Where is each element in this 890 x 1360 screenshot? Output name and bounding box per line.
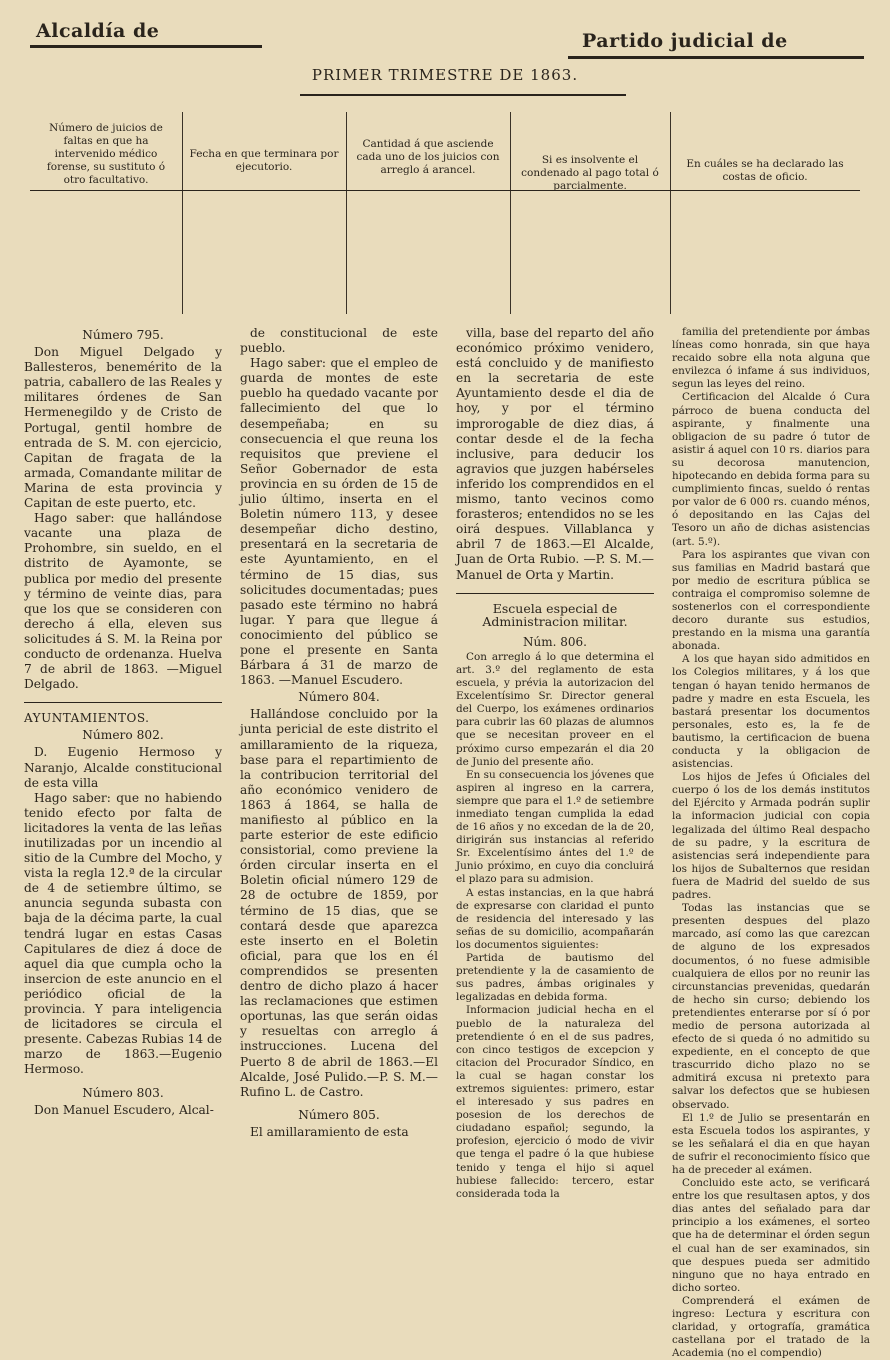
column-2 — [240, 326, 438, 1266]
paragraph: D. Eugenio Hermoso y Naranjo, Alcalde constitucional de esta villa — [24, 745, 222, 790]
column-header-cantidad: Cantidad á que asciende cada uno de los juicios con arreglo á arancel. — [356, 138, 500, 176]
trimester-title: PRIMER TRIMESTRE DE 1863. — [311, 66, 579, 84]
right-header-rule — [568, 56, 864, 59]
notice-number: Número 804. — [298, 690, 380, 705]
section-rule — [456, 593, 654, 594]
column-1 — [24, 326, 222, 1266]
table-header-rule — [30, 190, 860, 191]
column-header-costas: En cuáles se ha declarado las costas de oficio. — [686, 158, 844, 183]
paragraph: Para los aspirantes que vivan con sus familias en Madrid bastará que por medio de escritura pública se contraiga el compromiso solemne de sostenerlos con el correspondiente decoro durante sus estudios, prestando en la misma una garantía abonada. — [672, 548, 870, 653]
paragraph: Partida de bautismo del pretendiente y la de casamiento de sus padres, ámbas originales y legalizadas en debida forma. — [456, 952, 654, 1004]
paragraph: A los que hayan sido admitidos en los Colegios militares, y á los que tengan ó hayan tenido hermanos de padre y madre en esta Escuela, les bastará presentar los documentos personales, esto es, la fe de bautismo, la certificacion de buena conducta y la obligacion de asistencias. — [672, 653, 870, 771]
notice-number: Número 805. — [298, 1107, 380, 1122]
paragraph: Informacion judicial hecha en el pueblo de la naturaleza del pretendiente ó en el de sus padres, con cinco testigos de excepcion y citacion del Procurador Síndico, en la cual se hagan constar los extremos siguientes: primero, estar el interesado y sus padres en posesion de los derechos de ciudadano español; segundo, la profesion, ejercicio ó modo de vivir que tenga el padre ó la que hubiese tenido y tenga el hijo si aquel hubiese fallecido: tercero, estar considerada toda la — [456, 1004, 654, 1200]
notice-number: Número 803. — [82, 1085, 164, 1100]
paragraph: Todas las instancias que se presenten despues del plazo marcado, así como las que carezcan de alguno de los expresados documentos, ó no fuese admisible cualquiera de ellos por no reunir las circunstancias prevenidas, quedarán de hecho sin curso; debiendo los pretendientes enterarse por sí ó por medio de persona autorizada al efecto de si queda ó no admitido su expediente, en el concepto de que trascurrido dicho plazo no se admitirá excusa ni pretexto para salvar los defectos que se hubiesen observado. — [672, 902, 870, 1111]
partido-judicial-heading: Partido judicial de — [582, 30, 788, 52]
title-rule — [300, 94, 626, 96]
paragraph: Hago saber: que no habiendo tenido efecto por falta de licitadores la venta de las leñas inutilizadas por un incendio al sitio de la Cumbre del Mocho, y vista la regla 12.ª de la circular de 4 de setiembre último, se anuncia segunda subasta con baja de la décima parte, la cual tendrá lugar en estas Casas Capitulares de diez á doce de aquel dia que cumpla ocho la insercion de este anuncio en el periódico oficial de la provincia. Y para inteligencia de licitadores se circula el presente. Cabezas Rubias 14 de marzo de 1863.—Eugenio Hermoso. — [24, 790, 222, 1077]
section-rule — [24, 702, 222, 703]
paragraph: Hago saber: que el empleo de guarda de montes de este pueblo ha quedado vacante por fallecimiento del que lo desempeñaba; en su consecuencia el que reuna los requisitos que previene el Señor Gobernador de esta provincia en su órden de 15 de julio último, inserta en el Boletin número 113, y desee desempeñar dicho destino, presentará en la secretaria de este Ayuntamiento, en el término de 15 dias, sus solicitudes documentadas; pues pasado este término no habrá lugar. Y para que llegue á conocimiento del público se pone el presente en Santa Bárbara á 31 de marzo de 1863. —Manuel Escudero. — [240, 356, 438, 688]
school-heading: Escuela especial de Administracion militar. — [482, 600, 628, 629]
paragraph: Hallándose concluido por la junta pericial de este distrito el amillaramiento de la riqueza, base para el repartimiento de la contribucion territorial del año económico venidero de 1863 á 1864, se halla de manifiesto al público en la parte esterior de este edificio consistorial, como previene la órden circular inserta en el Boletin oficial número 129 de 28 de octubre de 1859, por término de 15 dias, que se contará desde que aparezca este inserto en el Boletin oficial, para que los en él comprendidos se presenten dentro de dicho plazo á hacer las reclamaciones que estimen oportunas, las que serán oidas y resueltas con arreglo á instrucciones. Lucena del Puerto 8 de abril de 1863.—El Alcalde, José Pulido.—P. S. M.—Rufino L. de Castro. — [240, 707, 438, 1099]
paragraph: Hago saber: que hallándose vacante una plaza de Prohombre, sin sueldo, en el distrito de Ayamonte, se publica por medio del presente y término de veinte dias, para que los que se consideren con derecho á ella, eleven sus solicitudes á S. M. la Reina por conducto de ordenanza. Huelva 7 de abril de 1863. —Miguel Delgado. — [24, 511, 222, 692]
paragraph: familia del pretendiente por ámbas líneas como honrada, sin que haya recaido sobre ella nota alguna que envilezca ó infame á sus individuos, segun las leyes del reino. — [672, 326, 870, 391]
notice-number: Número 795. — [82, 328, 164, 342]
column-header-insolvente: Si es insolvente el condenado al pago total ó parcialmente. — [521, 154, 659, 192]
paragraph: En su consecuencia los jóvenes que aspiren al ingreso en la carrera, siempre que para el 1.º de setiembre inmediato tengan cumplida la edad de 16 años y no excedan de la de 20, dirigirán sus instancias al referido Sr. Excelentísimo ántes del 1.º de Junio próximo, en cuyo dia concluirá el plazo para su admision. — [456, 768, 654, 886]
paragraph: El amillaramiento de esta — [250, 1124, 409, 1139]
notice-number: Núm. 806. — [523, 634, 587, 649]
paragraph: A estas instancias, en la que habrá de expresarse con claridad el punto de residencia del interesado y las señas de su domicilio, acompañarán los documentos siguientes: — [456, 886, 654, 951]
section-heading: AYUNTAMIENTOS. — [24, 711, 150, 726]
paragraph: villa, base del reparto del año económico próximo venidero, está concluido y de manifiesto en la secretaria de este Ayuntamiento desde el dia de hoy, y por el término improrogable de diez dias, á contar desde el de la fecha inclusive, para deducir los agravios que juzgen habérseles inferido los comprendidos en el mismo, tanto vecinos como forasteros; entendidos no se les oirá despues. Villablanca y abril 7 de 1863.—El Alcalde, Juan de Orta Rubio. —P. S. M.—Manuel de Orta y Martin. — [456, 326, 654, 582]
paragraph: Con arreglo á lo que determina el art. 3.º del reglamento de esta escuela, y prévia la autorizacion del Excelentísimo Sr. Director general del Cuerpo, los exámenes ordinarios para cubrir las 60 plazas de alumnos que se necesitan proveer en el próximo curso empezarán el dia 20 de Junio del presente año. — [456, 650, 654, 768]
paragraph: Concluido este acto, se verificará entre los que resultasen aptos, y dos dias antes del señalado para dar principio a los exámenes, el sorteo que ha de determinar el órden segun el cual han de ser examinados, sin que despues pueda ser admitido ninguno que no haya entrado en dicho sorteo. — [672, 1177, 870, 1294]
notice-number: Número 802. — [82, 728, 164, 743]
column-header-juicios: Número de juicios de faltas en que ha intervenido médico forense, su sustituto ó otro facultativo. — [46, 122, 166, 186]
alcaldia-heading: Alcaldía de — [36, 20, 160, 42]
paragraph: Comprenderá el exámen de ingreso: Lectura y escritura con claridad, y ortografía, gramática castellana por el tratado de la Academia (no el compendio) — [672, 1294, 870, 1360]
paragraph: Don Manuel Escudero, Alcal- — [34, 1102, 214, 1117]
paragraph: Los hijos de Jefes ú Oficiales del cuerpo ó los de los demás institutos del Ejército y Armada podrán suplir la informacion judicial con copia legalizada del último Real despacho de su padre, y la escritura de asistencias será independiente para los hijos de Subalternos que residan fuera de Madrid del sueldo de sus padres. — [672, 771, 870, 902]
paragraph: Don Miguel Delgado y Ballesteros, benemérito de la patria, caballero de las Reales y militares órdenes de San Hermenegildo y de Cristo de Portugal, gentil hombre de entrada de S. M. con ejercicio, Capitan de fragata de la armada, Comandante militar de Marina de esta provincia y Capitan de este puerto, etc. — [24, 345, 222, 511]
column-header-fecha: Fecha en que terminara por ejecutorio. — [189, 148, 339, 173]
paragraph: de constitucional de este pueblo. — [240, 326, 438, 356]
table-header-row — [30, 118, 860, 190]
column-4 — [672, 326, 870, 1360]
paragraph: El 1.º de Julio se presentarán en esta Escuela todos los aspirantes, y se les señalará el dia en que hayan de sufrir el reconocimiento físico que ha de preceder al exámen. — [672, 1111, 870, 1176]
body-columns — [24, 326, 870, 1360]
paragraph: Certificacion del Alcalde ó Cura párroco de buena conducta del aspirante, y finalmente una obligacion de su padre ó tutor de asistir á aquel con 10 rs. diarios para su decorosa manutencion, hipotecando en debida forma para su cumplimiento fincas, sueldo ó rentas por valor de 6 000 rs. cuando ménos, ó depositando en las Cajas del Tesoro un año de dichas asistencias (art. 5.º). — [672, 391, 870, 548]
column-3 — [456, 326, 654, 1266]
left-header-rule — [30, 45, 262, 48]
